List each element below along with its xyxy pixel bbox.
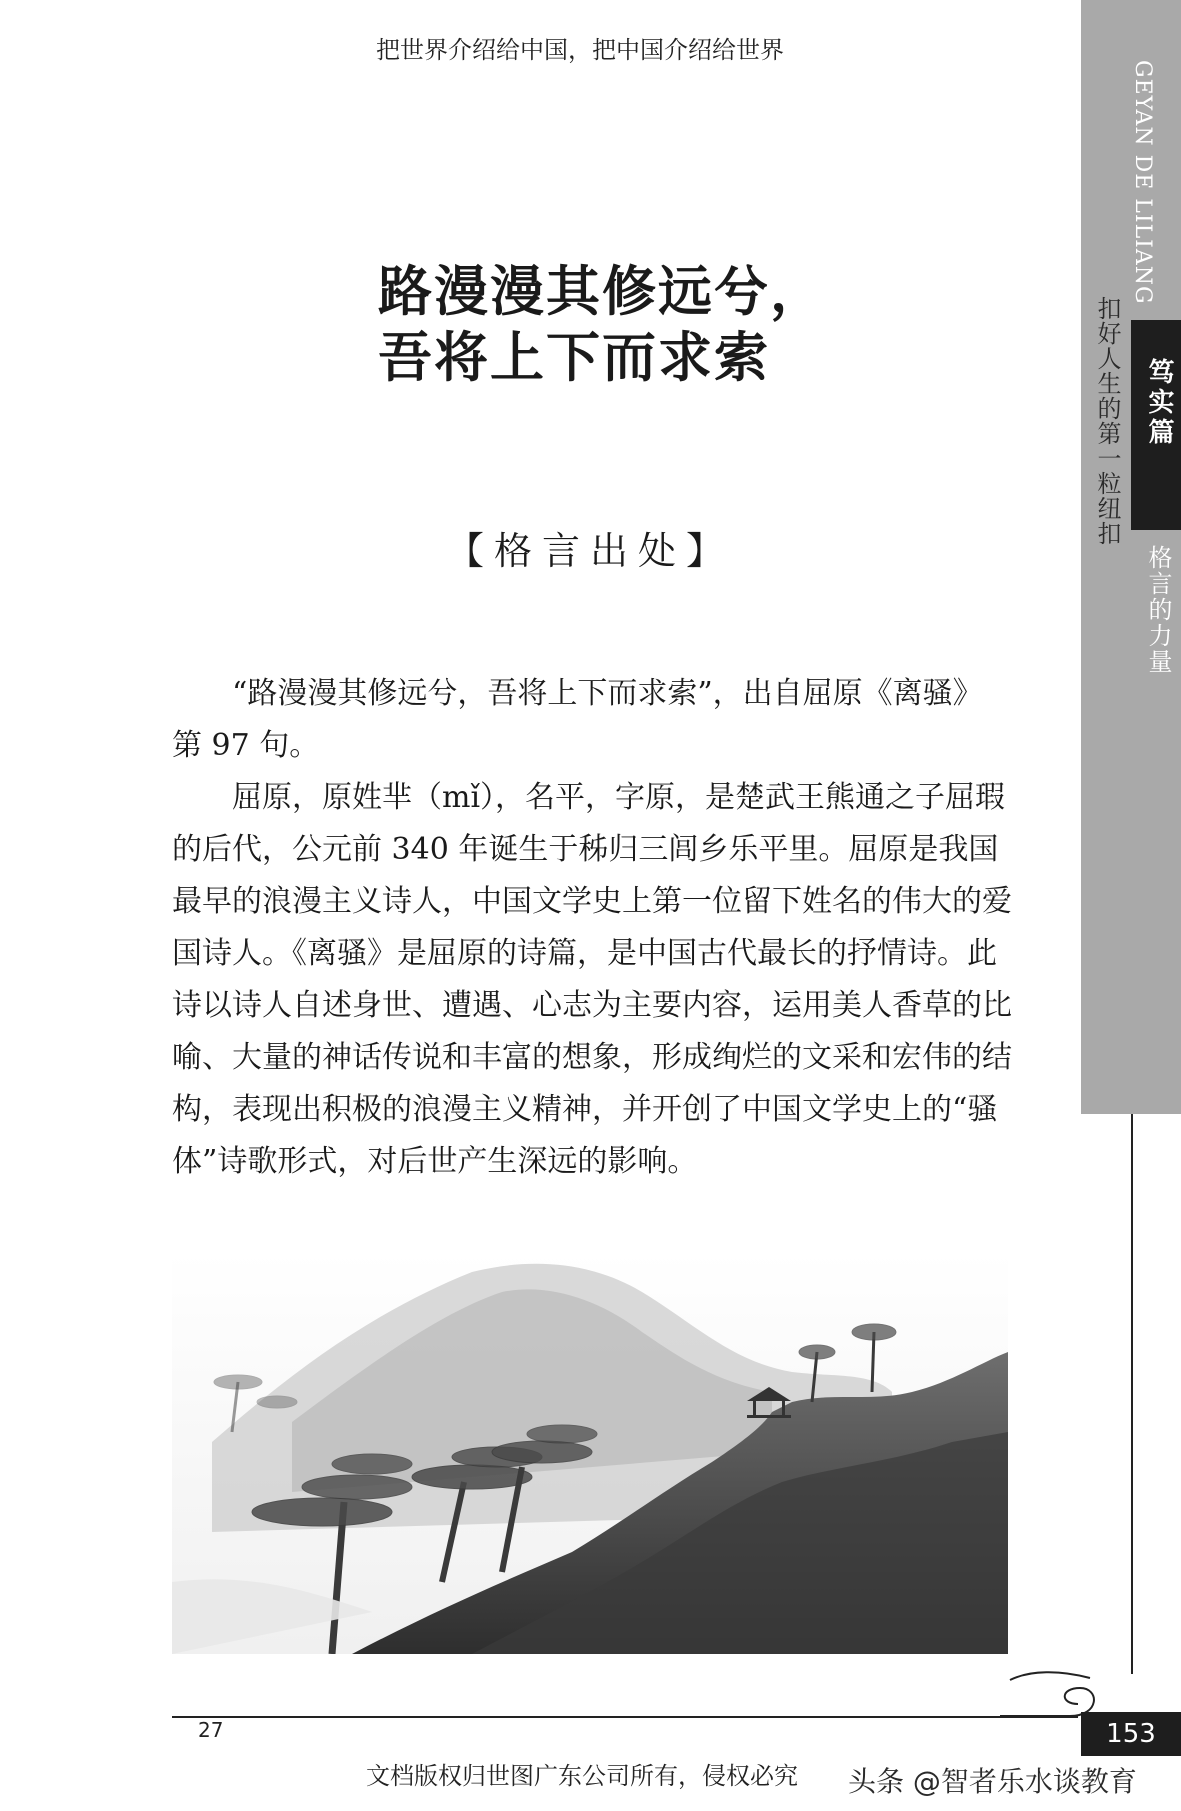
copyright-notice: 文档版权归世图广东公司所有，侵权必究 (366, 1762, 798, 1790)
title-line-2: 吾将上下而求索 (378, 325, 770, 389)
page-title (300, 258, 880, 390)
sidebar-english-title: GEYAN DE LILIANG (1130, 60, 1155, 305)
header-slogan: 把世界介绍给中国，把中国介绍给世界 (376, 36, 784, 64)
sidebar-chapter-label: 笃实篇 (1144, 358, 1174, 448)
paragraph-2: 屈原，原姓芈（mǐ），名平，字原，是楚武王熊通之子屈瑕的后代，公元前 340 年诞生于秭归三闾乡乐平里。屈原是我国最早的浪漫主义诗人，中国文学史上第一位留下姓名的伟大的爱国诗人。《离骚》是屈原的诗篇，是中国古代最长的抒情诗。此诗以诗人自述身世、遭遇、心志为主要内容，运用美人香草的比喻、大量的神话传说和丰富的想象，形成绚烂的文采和宏伟的结构，表现出积极的浪漫主义精神，并开创了中国文学史上的“骚体”诗歌形式，对后世产生深远的影响。 (172, 780, 1012, 1179)
footer-rule (172, 1716, 1078, 1718)
body-text (172, 668, 1012, 1188)
section-heading: 【格言出处】 (445, 529, 734, 573)
footer-swirl-ornament (990, 1660, 1110, 1720)
sidebar-vertical-rule (1131, 1114, 1133, 1674)
ink-landscape-painting (172, 1252, 1008, 1654)
paragraph-1: “路漫漫其修远兮，吾将上下而求索”，出自屈原《离骚》第 97 句。 (172, 676, 983, 763)
title-line-1: 路漫漫其修远兮， (378, 259, 826, 323)
watermark: 头条 @智者乐水谈教育 (848, 1765, 1137, 1798)
page-number-tab: 153 (1081, 1712, 1181, 1756)
inner-page-number: 27 (198, 1718, 224, 1742)
sidebar-section-label: 格言的力量 (1144, 545, 1172, 675)
sidebar-book-title: 扣好人生的第一粒纽扣 (1093, 296, 1121, 546)
